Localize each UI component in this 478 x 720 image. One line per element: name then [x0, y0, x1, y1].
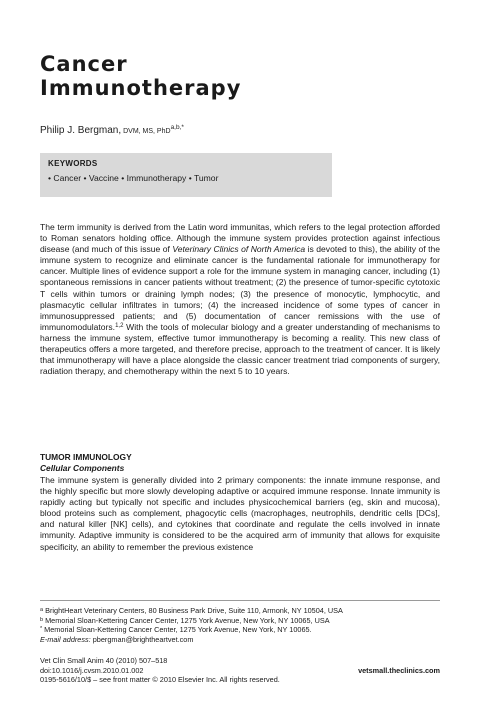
footnote-a	[40, 606, 440, 616]
subsection-heading: Cellular Components	[40, 463, 125, 473]
author-degrees: DVM, MS, PhD	[121, 128, 171, 135]
cellular-components-paragraph: The immune system is generally divided into 2 primary components: the innate immune response, and the highly specific but more slowly developing adaptive or acquired immune response. Innate immunity is rapidly acting but typically not specific and includes physicochemical barriers (eg, skin and mucosa), blood proteins such as complement, phagocytic cells (macrophages, neutrophils, dendritic cells [DCs], and natural killer [NK] cells), and cytokines that coordinate and regulate the cells involved in innate immunity. Adaptive immunity is considered to be the acquired arm of immunity that allows for exquisite specificity, an ability to remember the previous existence	[40, 475, 440, 552]
journal-copyright: 0195-5616/10/$ – see front matter © 2010 Elsevier Inc. All rights reserved.	[40, 675, 280, 685]
keywords-list: • Cancer • Vaccine • Immunotherapy • Tumor	[48, 173, 219, 183]
email-address-link[interactable]: pbergman@brightheartvet.com	[90, 634, 194, 644]
article-title	[40, 52, 241, 100]
journal-copyright-row	[40, 675, 440, 685]
intro-paragraph	[40, 222, 440, 377]
footnote-text: Memorial Sloan-Kettering Cancer Center, 1275 York Avenue, New York, NY 10065, USA	[43, 615, 330, 625]
footnote-corresponding	[40, 625, 440, 635]
author-line	[40, 124, 184, 136]
footnote-text: Memorial Sloan-Kettering Cancer Center, 1275 York Avenue, New York, NY 10065.	[42, 625, 312, 635]
email-label: E-mail address:	[40, 634, 91, 644]
email-line	[40, 635, 440, 645]
reference-citation: 1,2	[115, 322, 124, 329]
footnote-mark: a	[40, 607, 44, 613]
journal-doi[interactable]: doi:10.1016/j.cvsm.2010.01.002	[40, 665, 144, 675]
journal-citation-row	[40, 656, 440, 666]
footnote-mark: *	[40, 626, 43, 633]
intro-text-part-2: is devoted to this), the ability of the immune system to recognize and eliminate cancer is the fundamental rationale for immunotherapy for cancer. Multiple lines of evidence support a role for the immune system in managing cancer, including (1) spontaneous remissions in cancer patients without treatment; (2) the presence of tumor-specific cytotoxic T cells within tumors or draining lymph nodes; (3) the presence of monocytic, lymphocytic, and plasmacytic cellular infiltrates in tumors; (4) the increased incidence of some types of cancer in immunosuppressed patients; and (5) documentation of cancer remissions with the use of immunomodulators.	[40, 244, 440, 332]
journal-info	[40, 656, 440, 685]
article-title-line-2: Immunotherapy	[40, 76, 242, 100]
footnote-divider	[40, 600, 440, 601]
journal-name-italic: Veterinary Clinics of North America	[172, 244, 306, 255]
footnote-b	[40, 616, 440, 626]
journal-website-link[interactable]: vetsmall.theclinics.com	[358, 665, 440, 675]
journal-citation: Vet Clin Small Anim 40 (2010) 507–518	[40, 656, 168, 665]
intro-text-part-1: The term immunity is derived from the Latin word immunitas, which refers to the legal protection afforded to Roman senators holding office. Although the immune system provides protection against infectious disease (and much of this issue of	[40, 222, 440, 255]
keywords-heading: KEYWORDS	[48, 159, 98, 168]
intro-text-part-3: With the tools of molecular biology and a greater understanding of mechanisms to harness the immune system, effective tumor immunotherapy is becoming a reality. This new class of therapeutics offers a more targeted, and therefore precise, approach to the treatment of cancer. It is likely that immunotherapy will have a place alongside the classic cancer treatment triad components of surgery, radiation therapy, and chemotherapy within the next 5 to 10 years.	[40, 321, 440, 377]
author-name: Philip J. Bergman,	[40, 125, 122, 136]
article-title-line-1: Cancer	[40, 52, 128, 76]
keywords-box	[40, 153, 332, 197]
footnote-text: BrightHeart Veterinary Centers, 80 Business Park Drive, Suite 110, Armonk, NY 10504, USA	[43, 606, 343, 615]
journal-doi-row	[40, 666, 440, 676]
footnotes	[40, 606, 440, 644]
footnote-mark: b	[40, 616, 44, 623]
section-heading: TUMOR IMMUNOLOGY	[40, 452, 132, 462]
author-affiliation-marks: a,b,*	[170, 124, 184, 131]
